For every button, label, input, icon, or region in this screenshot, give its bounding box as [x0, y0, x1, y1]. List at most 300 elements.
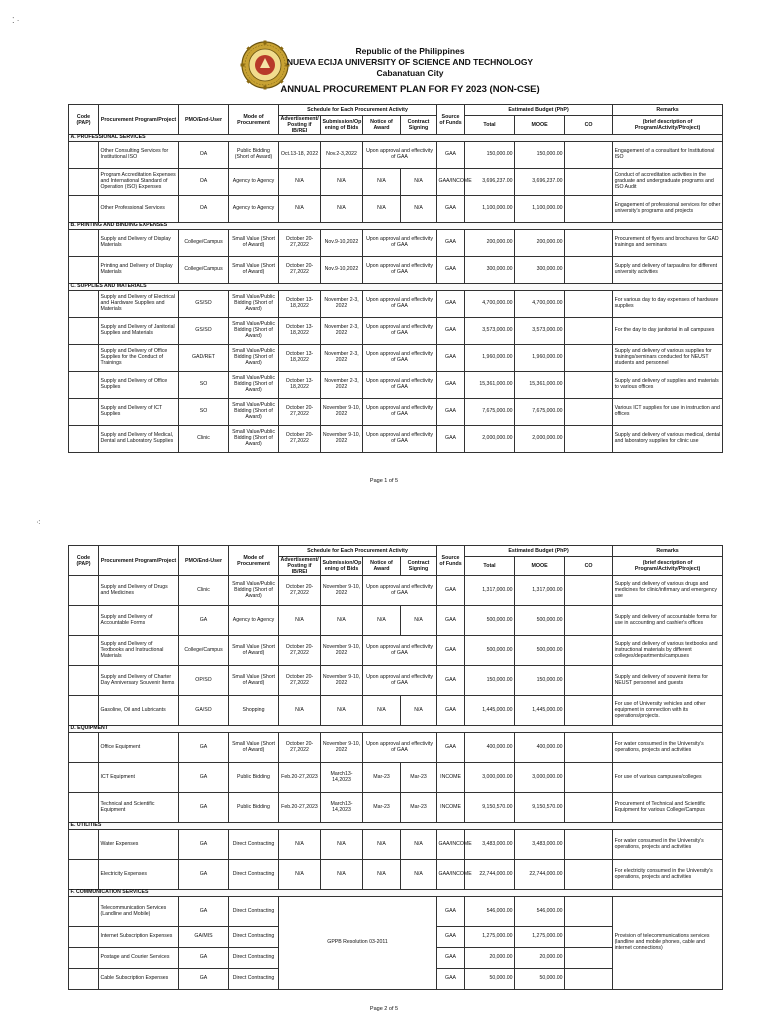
cell-code [69, 860, 99, 890]
table-row [69, 291, 723, 318]
cell-program: ICT Equipment [99, 763, 179, 793]
cell-submission: November 2-3, 2022 [321, 345, 363, 372]
cell-source: GAA [437, 897, 465, 927]
cell-mooe: 3,483,000.00 [515, 830, 565, 860]
cell-contract: Mar-23 [401, 763, 437, 793]
cell-remarks: Supply and delivery of various supplies for trainings/seminars conducted for NEUST students and personnel [613, 345, 723, 372]
cell-mode: Small Value/Public Bidding (Short of Award) [229, 318, 279, 345]
col-total: Total [465, 116, 515, 135]
cell-remarks: Supply and delivery of various drugs and medicines for clinic/infirmary and emergency use [613, 576, 723, 606]
cell-pmo: SO [179, 399, 229, 426]
cell-notice-contract: Upon approval and effectivity of GAA [363, 636, 437, 666]
cell-code [69, 426, 99, 453]
cell-notice-contract: Upon approval and effectivity of GAA [363, 733, 437, 763]
col-source: Source of Funds [437, 105, 465, 135]
cell-co [565, 897, 613, 927]
cell-pmo: GA [179, 733, 229, 763]
cell-submission: November 2-3, 2022 [321, 291, 363, 318]
cell-source: GAA [437, 318, 465, 345]
cell-pmo: GA/SO [179, 696, 229, 726]
cell-pmo: OA [179, 169, 229, 196]
cell-co [565, 793, 613, 823]
cell-submission: N/A [321, 196, 363, 223]
cell-submission: N/A [321, 696, 363, 726]
col-source: Source of Funds [437, 546, 465, 576]
cell-co [565, 830, 613, 860]
cell-mode: Direct Contracting [229, 897, 279, 927]
col-mode: Mode of Procurement [229, 546, 279, 576]
table-row [69, 142, 723, 169]
cell-mode: Small Value/Public Bidding (Short of Award) [229, 576, 279, 606]
cell-mode: Public Bidding [229, 763, 279, 793]
cell-source: INCOME [437, 793, 465, 823]
cell-advertisement: October 13-18,2022 [279, 291, 321, 318]
cell-source: GAA [437, 733, 465, 763]
cell-pmo: GS/SO [179, 291, 229, 318]
cell-code [69, 666, 99, 696]
cell-notice-contract: Upon approval and effectivity of GAA [363, 426, 437, 453]
cell-notice-contract: Upon approval and effectivity of GAA [363, 142, 437, 169]
col-remarks-sub: (brief description of Program/Activity/Ptroject) [613, 557, 723, 576]
cell-submission: March13-14,2023 [321, 763, 363, 793]
cell-submission: November 2-3, 2022 [321, 318, 363, 345]
cell-source: GAA [437, 666, 465, 696]
section-title: C. SUPPLIES AND MATERIALS [69, 284, 723, 291]
cell-program: Supply and Delivery of Medical, Dental and Laboratory Supplies [99, 426, 179, 453]
cell-contract: N/A [401, 606, 437, 636]
cell-total: 1,317,000.00 [465, 576, 515, 606]
cell-mode: Direct Contracting [229, 969, 279, 990]
cell-advertisement: October 20-27,2022 [279, 230, 321, 257]
cell-source: GAA [437, 196, 465, 223]
cell-advertisement: Feb.20-27,2023 [279, 793, 321, 823]
cell-mooe: 9,150,570.00 [515, 793, 565, 823]
cell-notice: Mar-23 [363, 793, 401, 823]
cell-contract: N/A [401, 196, 437, 223]
col-mooe: MOOE [515, 116, 565, 135]
header-row [69, 105, 723, 116]
cell-remarks: Various ICT supplies for use in instruction and offices [613, 399, 723, 426]
header-row [69, 546, 723, 557]
cell-mode: Public Bidding [229, 793, 279, 823]
cell-submission: November 2-3, 2022 [321, 372, 363, 399]
cell-total: 400,000.00 [465, 733, 515, 763]
col-code: Code (PAP) [69, 105, 99, 135]
cell-co [565, 733, 613, 763]
cell-submission: N/A [321, 860, 363, 890]
cell-total: 200,000.00 [465, 230, 515, 257]
cell-program: Printing and Delivery of Display Materials [99, 257, 179, 284]
cell-notice-contract: Upon approval and effectivity of GAA [363, 257, 437, 284]
cell-mooe: 546,000.00 [515, 897, 565, 927]
cell-pmo: OP/SO [179, 666, 229, 696]
cell-code [69, 576, 99, 606]
section-row [69, 823, 723, 830]
cell-co [565, 636, 613, 666]
cell-code [69, 948, 99, 969]
col-advertisement: Advertisement/ Posting if IB/REI [280, 116, 319, 135]
cell-program: Internet Subscription Expenses [99, 927, 179, 948]
cell-pmo: SO [179, 372, 229, 399]
cell-advertisement: N/A [279, 696, 321, 726]
cell-remarks: Procurement of flyers and brochures for GAD trainings and seminars [613, 230, 723, 257]
cell-total: 1,275,000.00 [465, 927, 515, 948]
cell-remarks: Supply and delivery of souvenir items for NEUST personnel and guests [613, 666, 723, 696]
section-title: D. EQUIPMENT [69, 726, 723, 733]
cell-notice-contract: Upon approval and effectivity of GAA [363, 318, 437, 345]
cell-pmo: GA [179, 860, 229, 890]
cell-source: INCOME [437, 763, 465, 793]
col-advertisement: Advertisement/ Posting if IB/REI [280, 557, 319, 576]
cell-co [565, 606, 613, 636]
table-row [69, 860, 723, 890]
cell-program: Other Professional Services [99, 196, 179, 223]
cell-advertisement: October 13-18,2022 [279, 318, 321, 345]
scan-speck: ⁖ [36, 518, 41, 527]
cell-program: Supply and Delivery of Office Supplies [99, 372, 179, 399]
cell-code [69, 399, 99, 426]
cell-co [565, 969, 613, 990]
cell-mooe: 1,317,000.00 [515, 576, 565, 606]
col-notice: Notice of Award [363, 557, 401, 576]
col-submission: Submission/Op ening of Bids [321, 557, 363, 576]
cell-notice: N/A [363, 196, 401, 223]
cell-total: 9,150,570.00 [465, 793, 515, 823]
cell-contract: Mar-23 [401, 793, 437, 823]
section-title: F. COMMUNICATION SERVICES [69, 890, 723, 897]
cell-total: 1,445,000.00 [465, 696, 515, 726]
table-row [69, 830, 723, 860]
cell-submission: N/A [321, 606, 363, 636]
section-row [69, 726, 723, 733]
page-number: Page 1 of 5 [369, 478, 399, 484]
col-program: Procurement Program/Project [99, 546, 179, 576]
table-row [69, 733, 723, 763]
cell-program: Technical and Scientific Equipment [99, 793, 179, 823]
cell-remarks: For use of University vehicles and other equipment in connection with its operations/projects. [613, 696, 723, 726]
cell-pmo: GA [179, 969, 229, 990]
cell-advertisement: October 20-27,2022 [279, 257, 321, 284]
cell-code [69, 793, 99, 823]
cell-mooe: 200,000.00 [515, 230, 565, 257]
cell-advertisement: October 20-27,2022 [279, 666, 321, 696]
cell-mooe: 400,000.00 [515, 733, 565, 763]
cell-code [69, 763, 99, 793]
cell-remarks: For the day to day janitorial in all campuses [613, 318, 723, 345]
procurement-table-page-2 [68, 545, 723, 990]
cell-remarks: Supply and delivery of supplies and materials to various offices [613, 372, 723, 399]
cell-notice: N/A [363, 606, 401, 636]
cell-submission: November 9-10, 2022 [321, 666, 363, 696]
cell-source: GAA/INCOME [437, 830, 465, 860]
cell-remarks: Supply and delivery of various medical, dental and laboratory supplies for clinic use [613, 426, 723, 453]
cell-code [69, 830, 99, 860]
cell-pmo: College/Campus [179, 257, 229, 284]
cell-program: Supply and Delivery of ICT Supplies [99, 399, 179, 426]
cell-source: GAA [437, 696, 465, 726]
cell-total: 150,000.00 [465, 666, 515, 696]
cell-pmo: OA [179, 196, 229, 223]
table-row [69, 196, 723, 223]
table-row [69, 763, 723, 793]
cell-code [69, 230, 99, 257]
cell-contract: N/A [401, 830, 437, 860]
cell-mode: Small Value/Public Bidding (Short of Award) [229, 399, 279, 426]
cell-co [565, 196, 613, 223]
cell-mooe: 1,275,000.00 [515, 927, 565, 948]
col-contract: Contract Signing [401, 557, 437, 576]
cell-submission: N/A [321, 830, 363, 860]
cell-schedule-merged: GPPB Resolution 03-2011 [279, 897, 437, 990]
cell-code [69, 606, 99, 636]
cell-pmo: GA [179, 793, 229, 823]
cell-program: Supply and Delivery of Electrical and Hardware Supplies and Materials [99, 291, 179, 318]
cell-co [565, 666, 613, 696]
cell-remarks-merged: Provision of telecommunications services (landline and mobile phones, cable and internet connections) [613, 897, 723, 990]
col-remarks-sub: (brief description of Program/Activity/Ptroject) [613, 116, 723, 135]
cell-mooe: 3,000,000.00 [515, 763, 565, 793]
document-title: ANNUAL PROCUREMENT PLAN FOR FY 2023 (NON-CSE) [280, 84, 540, 95]
cell-co [565, 142, 613, 169]
cell-pmo: GA [179, 763, 229, 793]
cell-pmo: College/Campus [179, 230, 229, 257]
cell-advertisement: Oct.13-18, 2022 [279, 142, 321, 169]
cell-notice: N/A [363, 696, 401, 726]
cell-program: Postage and Courier Services [99, 948, 179, 969]
section-title: E. UTILITIES [69, 823, 723, 830]
cell-mooe: 22,744,000.00 [515, 860, 565, 890]
cell-co [565, 576, 613, 606]
cell-code [69, 927, 99, 948]
cell-mooe: 150,000.00 [515, 666, 565, 696]
cell-source: GAA [437, 345, 465, 372]
cell-notice: N/A [363, 860, 401, 890]
cell-mooe: 300,000.00 [515, 257, 565, 284]
cell-mooe: 500,000.00 [515, 636, 565, 666]
cell-source: GAA [437, 576, 465, 606]
table-row [69, 257, 723, 284]
table-row [69, 636, 723, 666]
cell-co [565, 345, 613, 372]
section-row [69, 284, 723, 291]
table-row [69, 666, 723, 696]
cell-total: 7,675,000.00 [465, 399, 515, 426]
cell-contract: N/A [401, 169, 437, 196]
cell-co [565, 696, 613, 726]
section-row [69, 890, 723, 897]
cell-mode: Direct Contracting [229, 948, 279, 969]
cell-source: GAA [437, 372, 465, 399]
cell-pmo: GA [179, 897, 229, 927]
cell-program: Supply and Delivery of Drugs and Medicines [99, 576, 179, 606]
table-row [69, 897, 723, 927]
cell-advertisement: October 13-18,2022 [279, 345, 321, 372]
cell-remarks: Engagement of a consultant for Institutional ISO [613, 142, 723, 169]
cell-program: Supply and Delivery of Office Supplies for the Conduct of Trainings [99, 345, 179, 372]
col-schedule: Schedule for Each Procurement Activity [279, 546, 437, 557]
col-co: CO [565, 557, 613, 576]
cell-notice-contract: Upon approval and effectivity of GAA [363, 576, 437, 606]
cell-advertisement: October 13-18,2022 [279, 372, 321, 399]
cell-pmo: College/Campus [179, 636, 229, 666]
cell-code [69, 291, 99, 318]
cell-program: Supply and Delivery of Accountable Forms [99, 606, 179, 636]
cell-advertisement: N/A [279, 196, 321, 223]
cell-advertisement: N/A [279, 169, 321, 196]
col-pmo: PMO/End-User [179, 546, 229, 576]
cell-source: GAA [437, 257, 465, 284]
cell-mooe: 50,000.00 [515, 969, 565, 990]
page-2 [0, 512, 768, 1024]
cell-remarks: Supply and delivery of accountable forms for use in accounting and cashier's offices [613, 606, 723, 636]
cell-pmo: GA/MIS [179, 927, 229, 948]
cell-mode: Small Value/Public Bidding (Short of Award) [229, 372, 279, 399]
cell-program: Supply and Delivery of Charter Day Anniversary Souvenir Items [99, 666, 179, 696]
cell-code [69, 636, 99, 666]
table-row [69, 345, 723, 372]
cell-mode: Agency to Agency [229, 196, 279, 223]
cell-notice-contract: Upon approval and effectivity of GAA [363, 291, 437, 318]
procurement-table-page-1 [68, 104, 723, 453]
cell-mooe: 2,000,000.00 [515, 426, 565, 453]
cell-notice-contract: Upon approval and effectivity of GAA [363, 399, 437, 426]
cell-mooe: 7,675,000.00 [515, 399, 565, 426]
cell-submission: March13-14,2023 [321, 793, 363, 823]
cell-source: GAA [437, 948, 465, 969]
table-row [69, 606, 723, 636]
cell-pmo: GA [179, 830, 229, 860]
cell-mooe: 1,100,000.00 [515, 196, 565, 223]
cell-program: Water Expenses [99, 830, 179, 860]
cell-total: 3,483,000.00 [465, 830, 515, 860]
col-budget: Estimated Budget (PhP) [465, 105, 613, 116]
cell-submission: Nov.2-3,2022 [321, 142, 363, 169]
cell-total: 3,573,000.00 [465, 318, 515, 345]
table-row [69, 230, 723, 257]
cell-submission: N/A [321, 169, 363, 196]
cell-remarks: Procurement of Technical and Scientific Equipment for various College/Campus [613, 793, 723, 823]
cell-source: GAA [437, 399, 465, 426]
cell-pmo: Clinic [179, 576, 229, 606]
cell-pmo: OA [179, 142, 229, 169]
cell-contract: N/A [401, 696, 437, 726]
cell-notice-contract: Upon approval and effectivity of GAA [363, 345, 437, 372]
col-mooe: MOOE [515, 557, 565, 576]
section-title: A. PROFESSIONAL SERVICES [69, 135, 723, 142]
section-row [69, 135, 723, 142]
cell-source: GAA [437, 291, 465, 318]
cell-pmo: GA [179, 948, 229, 969]
table-row [69, 372, 723, 399]
col-total: Total [465, 557, 515, 576]
cell-advertisement: October 20-27,2022 [279, 636, 321, 666]
cell-submission: November 9-10, 2022 [321, 636, 363, 666]
cell-source: GAA/INCOME [437, 169, 465, 196]
cell-source: GAA [437, 927, 465, 948]
col-co: CO [565, 116, 613, 135]
cell-mode: Agency to Agency [229, 606, 279, 636]
cell-advertisement: October 20-27,2022 [279, 733, 321, 763]
cell-mooe: 500,000.00 [515, 606, 565, 636]
cell-pmo: Clinic [179, 426, 229, 453]
cell-pmo: GS/SO [179, 318, 229, 345]
cell-co [565, 927, 613, 948]
cell-mooe: 1,960,000.00 [515, 345, 565, 372]
cell-mode: Small Value (Short of Award) [229, 733, 279, 763]
cell-notice: N/A [363, 169, 401, 196]
cell-submission: November 9-10, 2022 [321, 426, 363, 453]
cell-mooe: 150,000.00 [515, 142, 565, 169]
cell-code [69, 345, 99, 372]
col-code: Code (PAP) [69, 546, 99, 576]
cell-mode: Small Value (Short of Award) [229, 257, 279, 284]
cell-mooe: 3,573,000.00 [515, 318, 565, 345]
col-submission: Submission/Op ening of Bids [321, 116, 363, 135]
col-schedule: Schedule for Each Procurement Activity [279, 105, 437, 116]
cell-total: 500,000.00 [465, 636, 515, 666]
col-remarks: Remarks [613, 105, 723, 116]
cell-submission: November 9-10, 2022 [321, 576, 363, 606]
cell-code [69, 696, 99, 726]
scan-speck: ⁚ · [12, 16, 20, 25]
cell-mode: Direct Contracting [229, 830, 279, 860]
cell-program: Supply and Delivery of Display Materials [99, 230, 179, 257]
cell-mooe: 20,000.00 [515, 948, 565, 969]
table-row [69, 696, 723, 726]
cell-remarks: Supply and delivery of various textbooks and instructional materials by different colleges/departments/campuses [613, 636, 723, 666]
cell-co [565, 426, 613, 453]
cell-total: 500,000.00 [465, 606, 515, 636]
cell-program: Telecommunication Services (Landline and Mobile) [99, 897, 179, 927]
cell-program: Cable Subscription Expenses [99, 969, 179, 990]
cell-total: 1,100,000.00 [465, 196, 515, 223]
cell-code [69, 196, 99, 223]
cell-source: GAA [437, 230, 465, 257]
cell-source: GAA [437, 426, 465, 453]
cell-total: 4,700,000.00 [465, 291, 515, 318]
cell-submission: Nov.9-10,2022 [321, 230, 363, 257]
cell-remarks: For various day to day expenses of hardware supplies [613, 291, 723, 318]
cell-remarks: For water consumed in the University's operations, projects and activities [613, 733, 723, 763]
cell-submission: Nov.9-10,2022 [321, 257, 363, 284]
cell-code [69, 318, 99, 345]
col-budget: Estimated Budget (PhP) [465, 546, 613, 557]
header-country: Republic of the Philippines [355, 46, 465, 56]
page-1 [0, 0, 768, 505]
cell-pmo: GAD/RET [179, 345, 229, 372]
cell-co [565, 948, 613, 969]
cell-source: GAA/INCOME [437, 860, 465, 890]
cell-total: 3,696,237.00 [465, 169, 515, 196]
table-row [69, 318, 723, 345]
cell-co [565, 372, 613, 399]
cell-mooe: 15,361,000.00 [515, 372, 565, 399]
cell-code [69, 372, 99, 399]
cell-mode: Shopping [229, 696, 279, 726]
cell-total: 20,000.00 [465, 948, 515, 969]
cell-notice-contract: Upon approval and effectivity of GAA [363, 372, 437, 399]
cell-mode: Small Value (Short of Award) [229, 666, 279, 696]
cell-mode: Small Value (Short of Award) [229, 230, 279, 257]
cell-code [69, 969, 99, 990]
cell-co [565, 399, 613, 426]
page-number: Page 2 of 5 [369, 1006, 399, 1012]
cell-remarks: For use of various campuses/colleges [613, 763, 723, 793]
cell-mode: Small Value/Public Bidding (Short of Award) [229, 291, 279, 318]
table-row [69, 576, 723, 606]
cell-mooe: 3,696,237.00 [515, 169, 565, 196]
cell-advertisement: N/A [279, 830, 321, 860]
